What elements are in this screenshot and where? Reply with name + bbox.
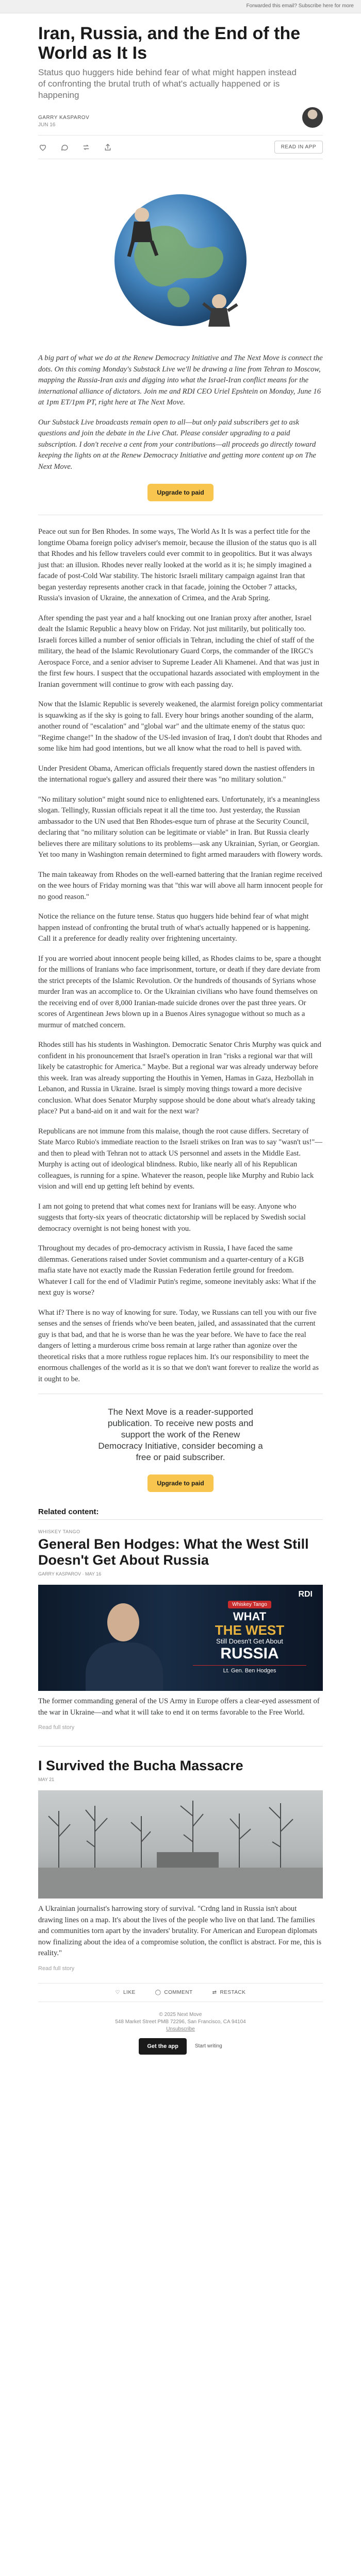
author-name[interactable]: GARRY KASPAROV xyxy=(38,115,90,121)
comment-icon: ◯ xyxy=(155,1989,161,1995)
unsubscribe-link[interactable]: Unsubscribe xyxy=(166,2026,195,2032)
forward-bar xyxy=(0,0,361,13)
author-avatar[interactable] xyxy=(302,107,323,128)
article-body xyxy=(38,527,323,1385)
comment-icon[interactable] xyxy=(60,143,69,152)
share-icon[interactable] xyxy=(103,143,112,152)
like-button[interactable]: ♡ LIKE xyxy=(115,1989,136,1995)
related-content xyxy=(38,1507,323,1972)
cta-text: The Next Move is a reader-supported publication. To receive new posts and support the work of the Renew Democracy Initiative, consider becoming a free or paid subscriber. xyxy=(98,1407,263,1462)
card-description: The former commanding general of the US Army in Europe offers a clear-eyed assessment of the war in Ukraine—and what it will take to end it on terms favorable to the Free World. xyxy=(38,1697,320,1717)
thumb-badge: Whiskey Tango xyxy=(228,1601,271,1608)
thumb-line-3: Still Doesn't Get About xyxy=(216,1637,283,1645)
body-paragraph-9: Rhodes still has his students in Washington. Democratic Senator Chris Murphy was quick and confident in his pronouncement that Israel's operation in Iran "risks a regional war that will likely be catastrophic for America." Maybe. But a regional war was already underway before this week. Iran was already supporting the Houthis in Yemen, Hamas in Gaza, Hezbollah in Lebanon, and Russia in Ukraine. Israel is simply moving things toward a more decisive conclusion. What does Senator Murphy suppose should be done about what's already taking place? Put a band-aid on it and wait for the next war? xyxy=(38,1041,322,1115)
bare-trees-image xyxy=(38,1790,323,1899)
card-tag: WHISKEY TANGO xyxy=(38,1529,80,1534)
body-paragraph-11: I am not going to pretend that what comes next for Iranians will be easy. Anyone who suggests that forty-six years of theocratic dictatorship will be replaced by Swedish social democracy overnight is not being honest with you. xyxy=(38,1202,306,1233)
read-full-story-link[interactable]: Read full story xyxy=(38,1965,75,1972)
forward-link[interactable]: Forwarded this email? Subscribe here for more xyxy=(246,3,354,9)
page-subtitle: Status quo huggers hide behind fear of what might happen instead of confronting the brutal truth of what's actually happened or is happening xyxy=(38,67,297,100)
body-paragraph-13: What if? There is no way of knowing for sure. Today, we Russians can tell you with our five senses and the senses of friends who've been beaten, jailed, and assassinated that the current guy is that bad, and that he is worse than he was the year before. We have to face the real dangers of letting a murderous crime boss remain at large rather than agonize over the theoretical risks that a more ruthless rogue replaces him. It's our responsibility to meet the enormous challenges of the world as it is so that we don't want forever to realize the world as it ought to be. xyxy=(38,1308,319,1383)
hero-illustration xyxy=(38,167,323,353)
card-description: A Ukrainian journalist's harrowing story of survival. "Crdng land in Russia isn't about drawing lines on a map. It's about the lives of the people who live on that land. The families and communities torn apart by the invaders' brutality. For American and European diplomats now finalizing about the idea of a compromise solution, the conflict is abstract. For me, this is reality." xyxy=(38,1905,322,1957)
body-paragraph-4: Under President Obama, American officials frequently stared down the nastiest offenders in the international rogue's gallery and assured their there was "no military solution." xyxy=(38,764,315,784)
thumb-name: Lt. Gen. Ben Hodges xyxy=(193,1665,306,1674)
card-title[interactable]: General Ben Hodges: What the West Still Doesn't Get About Russia xyxy=(38,1536,309,1568)
restack-icon: ⇄ xyxy=(212,1989,217,1995)
body-paragraph-8: If you are worried about innocent people being killed, as Rhodes claims to be, spare a thought for the millions of Iranians who face imprisonment, torture, or death if they dare deviate from the strict precepts of the Islamic Revolution. Or the hundreds of thousands of Syrians whose murder Iran was an accomplice to. Or the Ukrainian civilians who have found themselves on the receiving end of over 8,000 Iranian-made suicide drones over the past three years. Or scores of Argentinean Jews blown up in a Buenos Aires synagogue without so much as a murmur of matched concern. xyxy=(38,954,321,1029)
card-meta: MAY 21 xyxy=(38,1777,55,1782)
footer-address: 548 Market Street PMB 72296, San Francisco, CA 94104 xyxy=(115,2019,246,2025)
post-actions xyxy=(38,135,323,159)
heart-icon: ♡ xyxy=(115,1989,120,1995)
thumb-line-4: RUSSIA xyxy=(220,1645,279,1662)
restack-icon[interactable] xyxy=(81,143,91,152)
read-in-app-button[interactable]: READ IN APP xyxy=(274,141,323,154)
card-title[interactable]: I Survived the Bucha Massacre xyxy=(38,1758,243,1773)
post-date: JUN 16 xyxy=(38,122,56,128)
card-meta: GARRY KASPAROV · MAY 16 xyxy=(38,1571,102,1577)
person-silhouette xyxy=(86,1600,163,1691)
thumb-line-2: THE WEST xyxy=(215,1622,285,1638)
body-paragraph-1: Peace out sun for Ben Rhodes. In some ways, The World As It Is was a perfect title for the longtime Obama foreign policy adviser's memoir, because the illusion of the status quo is all that Rhodes and his fellow travelers could ever commit to in geopolitics. But it was always just that: an illusion. Rhodes never really looked at the world as it is; he simply imagined a facade of post-Cold War stability. The historic Israeli military campaign against Iran that began yesterday represents another crack in that facade, joining the October 7 attacks, Russia's invasion of Ukraine, the annexation of Crimea, and the Arab Spring. xyxy=(38,528,317,602)
get-the-app-button[interactable]: Get the app xyxy=(139,2038,187,2055)
body-paragraph-7: Notice the reliance on the future tense. Status quo huggers hide behind fear of what might happen instead of confronting the brutal truth of what's actually happened or is happening. Call it a preference for deadly reality over frightening uncertainty. xyxy=(38,912,310,943)
thumb-line-1: WHAT xyxy=(233,1610,267,1623)
body-paragraph-2: After spending the past year and a half knocking out one Iranian proxy after another, Israel dealt the Islamic Republic a heavy blow on Friday. Not just militarily, but politically too. Israeli forces killed a number of senior officials in Tehran, including the chief of staff of the military, the head of the Islamic Revolutionary Guard Corps, the commander of the IRGC's Aerospace Force, and a senior adviser to Supreme Leader Ali Khamenei. And that was just in the first few hours. I suspect that the occupational hazards associated with employment in the Iranian government will continue to grow with each passing day. xyxy=(38,614,320,689)
restack-button[interactable]: ⇄ RESTACK xyxy=(212,1989,246,1995)
body-paragraph-5: "No military solution" might sound nice to enlightened ears. Unfortunately, it's a meaningless slogan. Tellingly, Russian officials repeat it all the time too. Just yesterday, the Russian ambassador to the UN used that Ben Rhodes-esque turn of phrase at the Security Council, declaring that "no military solution can be legitimate or viable" in Iran. But Russia clearly believes there are military solutions to its problems—ask any Ukrainian, Syrian, or Georgian. Yet too many in Washington remain determined to fight armed marauders with flowery words. xyxy=(38,795,323,859)
byline xyxy=(38,107,323,128)
read-full-story-link[interactable]: Read full story xyxy=(38,1724,75,1731)
card-thumbnail-bucha[interactable] xyxy=(38,1790,323,1899)
upgrade-button-top[interactable]: Upgrade to paid xyxy=(147,484,213,501)
intro-paragraph-2: Our Substack Live broadcasts remain open to all—but only paid subscribers get to ask questions and join the debate in the Live Chat. Please consider upgrading to a paid subscription. I don't receive a cent from your contributions—all proceeds go directly toward keeping the lights on at the Renew Democracy Initiative and getting more content up on The Next Move. xyxy=(38,418,316,471)
bottom-actions xyxy=(38,1983,323,2002)
comment-button[interactable]: ◯ COMMENT xyxy=(155,1989,193,1995)
start-writing-link[interactable]: Start writing xyxy=(194,2043,222,2049)
page-title[interactable]: Iran, Russia, and the End of the World as It Is xyxy=(38,24,301,63)
rdi-logo: RDI xyxy=(298,1590,313,1599)
body-paragraph-10: Republicans are not immune from this malaise, though the root cause differs. Secretary of State Marco Rubio's immediate reaction to the Israeli strikes on Iran was to say "wasn't us!"—and then to plead with Tehran not to attack US personnel and assets in the Middle East. Murphy is acting out of ideological blindness. Rubio, like nearly all of his Republican colleagues, is running for a spine. Whatever the reason, people like Murphy and Rubio lack vision and will end up getting left behind by events. xyxy=(38,1127,322,1191)
upgrade-button-bottom[interactable]: Upgrade to paid xyxy=(147,1475,213,1492)
globe-figures-image xyxy=(93,173,268,348)
body-paragraph-3: Now that the Islamic Republic is severely weakened, the alarmist foreign policy commentariat is squawking as if the sky is going to fall. Every hour brings another sounding of the alarm, another round of "escalation" and "global war" and the ultimate enemy of the status quo: "Regime change!" In the shadow of the US-led invasion of Iraq, I don't doubt that Rhodes and some like him had good intentions, but we all know what the road to hell is paved with. xyxy=(38,700,323,753)
heart-icon[interactable] xyxy=(38,143,47,152)
footer xyxy=(38,2011,323,2055)
intro-paragraph-1: A big part of what we do at the Renew Democracy Initiative and The Next Move is connect the dots. On this coming Monday's Substack Live we'll be drawing a line from Tehran to Moscow, mapping the Russia-Iran axis and digging into what the Israel-Iran conflict means for the international alliance of dictators. Join me and RDI CEO Uriel Epshtein on Monday, June 16 at 1pm ET/1pm PT, right here at The Next Move. xyxy=(38,354,323,406)
footer-copyright: © 2025 Next Move xyxy=(159,2011,202,2018)
body-paragraph-12: Throughout my decades of pro-democracy activism in Russia, I have faced the same dilemmas. Generations raised under Soviet communism and a quarter-century of a KGB mafia state have not exactly made the Russian Federation fertile ground for freedom. Whatever I call for the end of Vladimir Putin's regime, someone inevitably asks: What if the next guy is worse? xyxy=(38,1244,316,1297)
card-thumbnail-hodges[interactable] xyxy=(38,1585,323,1691)
subscribe-cta xyxy=(38,1394,323,1492)
body-paragraph-6: The main takeaway from Rhodes on the well-earned battering that the Iranian regime received on the wee hours of Friday morning was that "this war will above all harm innocent people for no good reason." xyxy=(38,870,323,901)
related-heading: Related content: xyxy=(38,1507,323,1520)
related-card-1[interactable] xyxy=(38,1529,323,1731)
related-card-2[interactable] xyxy=(38,1746,323,1972)
